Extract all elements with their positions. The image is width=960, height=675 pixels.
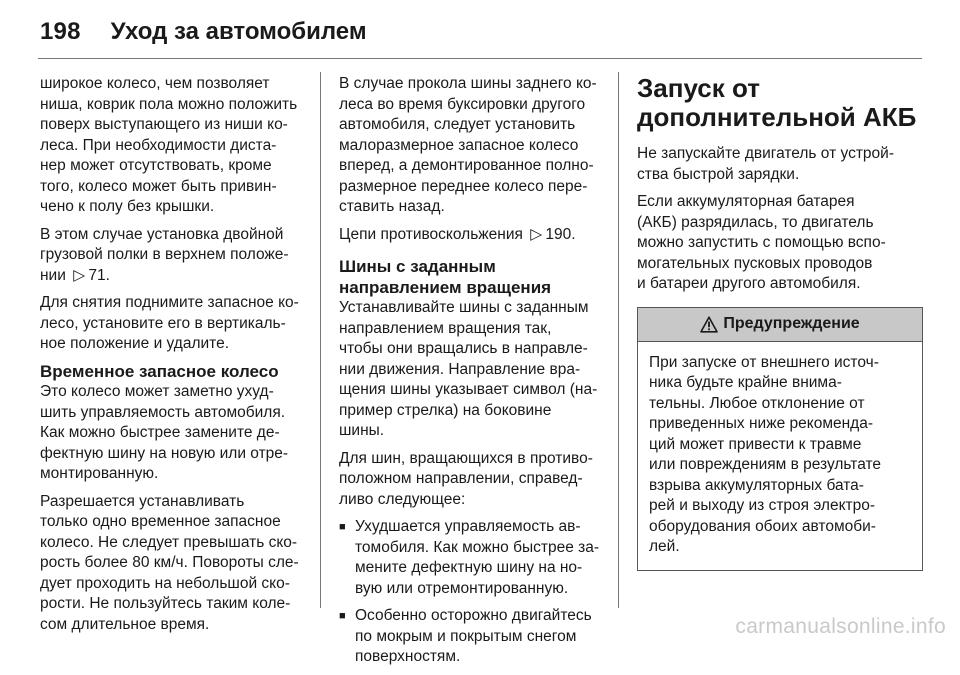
warning-text: При запуске от внешнего источ- ника будьте крайне внима- тельны. Любое отклонение от приведенных ниже рекоменда- ций может привести к травме или повреждениям в результате взрыва аккумуляторных бата- рей и выходу из строя электро- оборудования обоих автомоби- лей. — [649, 353, 882, 555]
paragraph-text: Цепи противоскольжения — [339, 225, 523, 243]
paragraph: Разрешается устанавливать только одно временное запасное колесо. Не следует превышать ско- рость более 80 км/ч. Повороты сле- дует проходить на небольшой ско- рости. Не пользуйтесь таким коле- сом длительное время. — [40, 492, 299, 633]
column-3 — [637, 74, 923, 571]
warning-box — [637, 307, 923, 571]
paragraph: Устанавливайте шины с заданным направлением вращения так, чтобы они вращались в направле- нии движения. Направление вра- щения шины указывает символ (на- пример стрелка) на боковине шины. — [339, 299, 598, 439]
warning-header — [638, 308, 922, 342]
section-heading-jump-start: Запуск от дополнительной АКБ — [637, 73, 917, 132]
paragraph-shelf — [40, 225, 303, 287]
page-reference-arrow-icon[interactable]: ▷ — [527, 225, 546, 243]
section-heading-directional-tires: Шины с заданным направлением вращения — [339, 257, 552, 297]
header-divider — [38, 58, 922, 59]
paragraph: Это колесо может заметно ухуд- шить управляемость автомобиля. Как можно быстрее замените де- фектную шину на новую или отре- монтированную. — [40, 383, 289, 482]
list-item-text: Ухудшается управляемость ав- томобиля. Как можно быстрее за- мените дефектную шину на но- вую или отремонтированную. — [355, 518, 600, 597]
page-reference[interactable]: 190. — [545, 225, 576, 243]
paragraph: широкое колесо, чем позволяет ниша, коврик пола можно положить поверх выступающего из ниши ко- леса. При необходимости диста- нер может отсутствовать, кроме того, колесо может быть привин- чено к полу без крышки. — [40, 75, 298, 215]
paragraph-chains — [339, 225, 604, 246]
paragraph: Для снятия поднимите запасное ко- лесо, установите его в вертикаль- ное положение и удалите. — [40, 294, 299, 352]
page-reference[interactable]: 71. — [88, 266, 110, 284]
column-2 — [339, 74, 604, 675]
page-header — [40, 14, 367, 50]
paragraph: Не запускайте двигатель от устрой- ства быстрой зарядки. — [637, 145, 894, 183]
column-1 — [40, 74, 303, 642]
warning-title: Предупреждение — [723, 314, 860, 332]
watermark: carmanualsonline.info — [735, 615, 946, 638]
list-item — [339, 517, 604, 599]
list-item-text: Особенно осторожно двигайтесь по мокрым и покрытым снегом поверхностям. — [355, 607, 592, 665]
column-divider — [320, 72, 321, 608]
square-bullet-icon: ■ — [339, 521, 346, 533]
paragraph: Если аккумуляторная батарея (АКБ) разрядилась, то двигатель можно запустить с помощью вспо- могательных пусковых проводов и батареи другого автомобиля. — [637, 193, 886, 292]
page-reference-arrow-icon[interactable]: ▷ — [70, 266, 89, 284]
square-bullet-icon: ■ — [339, 610, 346, 622]
list-item — [339, 606, 604, 668]
section-heading-temporary-spare: Временное запасное колесо — [40, 361, 279, 381]
paragraph: В случае прокола шины заднего ко- леса во время буксировки другого автомобиля, следует установить малоразмерное запасное колесо вперед, а демонтированное полно- размерное переднее колесо пере- ставить назад. — [339, 75, 597, 215]
paragraph: Для шин, вращающихся в противо- положном направлении, справед- ливо следующее: — [339, 449, 593, 508]
chapter-title: Уход за автомобилем — [110, 18, 367, 45]
page-number: 198 — [40, 18, 81, 45]
paragraph-text: В этом случае установка двойной грузовой полки в верхнем положе- нии — [40, 225, 289, 284]
warning-triangle-icon — [700, 316, 718, 333]
column-divider — [618, 72, 619, 608]
